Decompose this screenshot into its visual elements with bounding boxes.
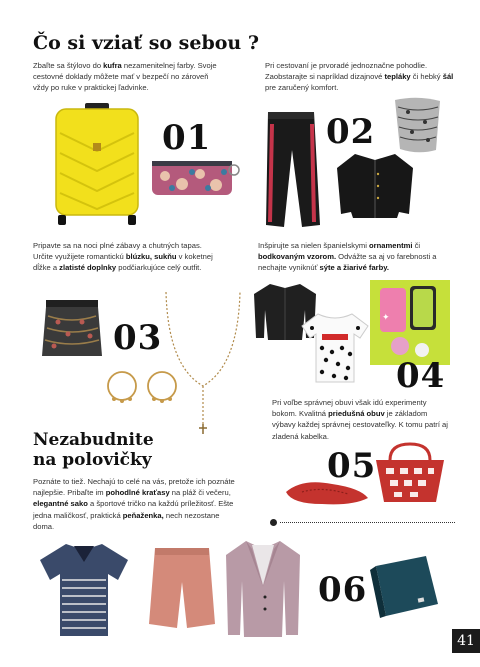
bold-text-run: peňaženka, xyxy=(122,510,164,520)
bold-text-run: sukňu xyxy=(154,252,177,262)
text-run: nech nezostane doma. xyxy=(33,510,220,531)
text-run: či hebký xyxy=(410,72,443,82)
bold-text-run: zlatisté doplnky xyxy=(59,263,117,273)
necklace-image xyxy=(158,286,248,436)
section-05-text xyxy=(272,397,452,442)
text-run: na pláž či večeru, xyxy=(169,488,231,498)
section-06-heading: Nezabudnite na polovičky xyxy=(33,430,154,470)
section-04-text xyxy=(258,240,453,274)
blazer-image xyxy=(222,537,304,639)
text-run: v koketnej dĺžke a xyxy=(33,252,213,273)
divider-dot xyxy=(270,519,277,526)
section-01-number: 01 xyxy=(162,118,212,158)
scarf-image xyxy=(390,95,445,155)
wallet-image xyxy=(368,552,444,622)
polo-shirt-image xyxy=(38,540,130,638)
bold-text-run: ornamentmi xyxy=(369,241,413,250)
text-run: pre zaručený komfort. xyxy=(265,83,339,93)
bold-text-run: sýte a žiarivé farby. xyxy=(319,263,390,273)
bold-text-run: blúzku, xyxy=(125,252,152,262)
suitcase-image xyxy=(50,103,145,228)
bold-text-run: tepláky xyxy=(384,72,411,82)
phone-cases-image xyxy=(370,280,450,365)
section-02-number: 02 xyxy=(326,112,376,152)
text-run: je základom výbavy každej správnej cestovateľky. K tomu patrí aj zladená kabelka. xyxy=(272,409,448,441)
svg-text:✦: ✦ xyxy=(382,313,390,323)
pouch-image xyxy=(150,158,240,198)
text-run: a športové tričko na každú príležitosť. Ešte jedna maličkosť, praktická xyxy=(33,499,234,520)
red-bag-image xyxy=(370,442,450,504)
polka-tshirt-image xyxy=(300,312,370,384)
sweatpants-image xyxy=(258,110,328,230)
bold-text-run: bodkovaným vzorom. xyxy=(258,252,337,262)
text-run: Pri cestovaní je prvoradé jednoznačne pohodlie. Zaobstarajte si napríklad dizajnové xyxy=(265,61,428,82)
section-02-text xyxy=(265,60,455,94)
divider-line xyxy=(280,522,455,523)
text-run: nezamenitelnej farby. Svoje cestovné doklady môžete mať v bezpečí no zároveň vždy po ruke v praktickej ľadvinke. xyxy=(33,61,217,93)
page-heading: Čo si vziať so sebou ? xyxy=(33,32,259,54)
section-05-number: 05 xyxy=(327,446,377,486)
text-run: Zbaľte sa štýlovo do xyxy=(33,61,104,70)
section-06-text xyxy=(33,476,241,532)
section-04-number: 04 xyxy=(396,356,446,396)
bold-text-run: pohodlné kraťasy xyxy=(105,488,170,498)
text-run: Inšpirujte sa nielen španielskymi xyxy=(258,241,370,250)
section-03-text xyxy=(33,240,223,274)
section-03-number: 03 xyxy=(113,318,163,358)
text-run: Poznáte to tiež. Nechajú to celé na vás, pretože ich poznáte najlepšie. Pribaľte im xyxy=(33,477,235,498)
section-01-text xyxy=(33,60,223,94)
bold-text-run: elegantné sako xyxy=(33,499,88,509)
page-number: 41 xyxy=(452,629,480,653)
text-run: Pri voľbe správnej obuvi však idú experimenty bokom. Kvalitná xyxy=(272,398,427,419)
red-flats-image xyxy=(282,472,374,508)
text-run: Pripavte sa na noci plné zábavy a chutných tapas. Určite využijete romantickú xyxy=(33,241,202,262)
section-06-number: 06 xyxy=(318,570,368,610)
text-run: či xyxy=(412,241,421,250)
bold-text-run: priedušná obuv xyxy=(328,409,385,419)
bold-text-run: kufra xyxy=(103,61,122,70)
shorts-image xyxy=(147,546,217,631)
earrings-image xyxy=(104,366,184,408)
jacket-image xyxy=(333,150,418,220)
text-run: podčiarkujúce celý outfit. xyxy=(116,263,202,273)
text-run: Odvážte sa aj vo farebnosti a nechajte vyniknúť xyxy=(258,252,437,273)
bold-text-run: šál xyxy=(442,72,454,82)
skirt-image xyxy=(38,298,106,360)
